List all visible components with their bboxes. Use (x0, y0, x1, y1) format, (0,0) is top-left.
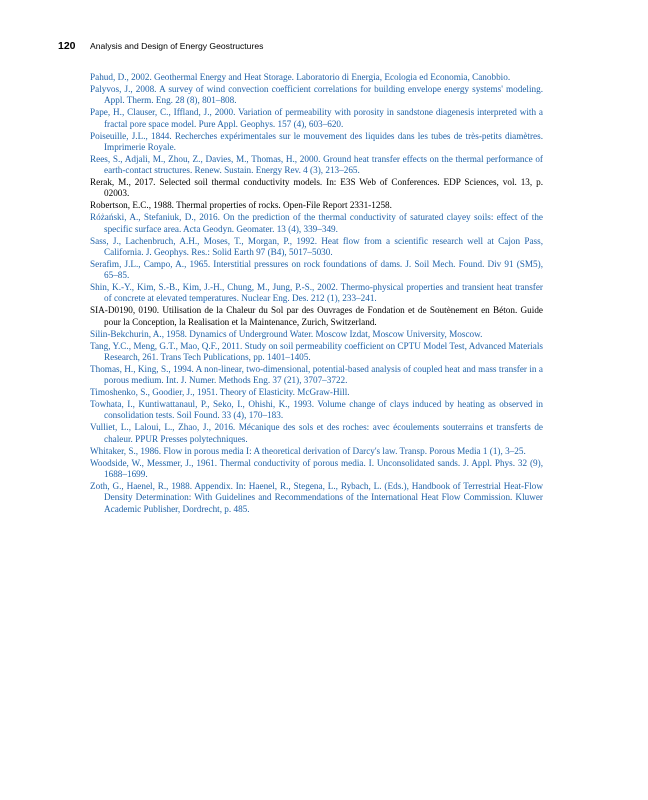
reference-entry[interactable]: Timoshenko, S., Goodier, J., 1951. Theory of Elasticity. McGraw-Hill. (90, 387, 350, 398)
reference-entry: Robertson, E.C., 1988. Thermal properties of rocks. Open-File Report 2331-1258. (90, 200, 392, 211)
reference-entry[interactable]: Rees, S., Adjali, M., Zhou, Z., Davies, M., Thomas, H., 2000. Ground heat transfer effects on the thermal performance of earth-contact structures. Renew. Sustain. Energy Rev. 4 (3), 213–265. (90, 153, 543, 176)
reference-entry[interactable]: Shin, K.-Y., Kim, S.-B., Kim, J.-H., Chung, M., Jung, P.-S., 2002. Thermo-physical properties and transient heat transfer of concrete at elevated temperatures. Nuclear Eng. Des. 212 (1), 233–241. (90, 282, 543, 304)
reference-entry[interactable]: Różański, A., Stefaniuk, D., 2016. On the prediction of the thermal conductivity of saturated clayey soils: effect of the specific surface area. Acta Geodyn. Geomater. 13 (4), 339–349. (90, 212, 543, 234)
reference-entry[interactable]: Whitaker, S., 1986. Flow in porous media I: A theoretical derivation of Darcy's law. Transp. Porous Media 1 (1), 3–25. (90, 445, 526, 456)
running-title: Analysis and Design of Energy Geostructures (90, 41, 264, 51)
reference-entry[interactable]: Serafim, J.L., Campo, A., 1965. Interstitial pressures on rock foundations of dams. J. Soil Mech. Found. Div 91 (SM5), 65–85. (90, 258, 543, 281)
reference-entry[interactable]: Poiseuille, J.L., 1844. Recherches expérimentales sur le mouvement des liquides dans les tubes de très-petits diamètres. Imprimerie Royale. (90, 130, 543, 152)
reference-entry: SIA-D0190, 0190. Utilisation de la Chaleur du Sol par des Ouvrages de Fondation et de Soutènement en Béton. Guide pour la Conception, la Realisation et la Maintenance, Zurich, Switzerland. (90, 305, 543, 327)
reference-entry[interactable]: Pape, H., Clauser, C., Iffland, J., 2000. Variation of permeability with porosity in sandstone diagenesis interpreted with a fractal pore space model. Pure Appl. Geophys. 157 (4), 603–620. (90, 107, 543, 129)
reference-entry[interactable]: Towhata, I., Kuntiwattanaul, P., Seko, I., Ohishi, K., 1993. Volume change of clays induced by heating as observed in consolidation tests. Soil Found. 33 (4), 170–183. (90, 399, 543, 421)
reference-entry[interactable]: Sass, J., Lachenbruch, A.H., Moses, T., Morgan, P., 1992. Heat flow from a scientific research well at Cajon Pass, California. J. Geophys. Res.: Solid Earth 97 (B4), 5017–5030. (90, 235, 543, 257)
reference-entry[interactable]: Thomas, H., King, S., 1994. A non-linear, two-dimensional, potential-based analysis of coupled heat and mass transfer in a porous medium. Int. J. Numer. Methods Eng. 37 (21), 3707–3722. (90, 363, 543, 386)
reference-entry: Rerak, M., 2017. Selected soil thermal conductivity models. In: E3S Web of Conferences. EDP Sciences, vol. 13, p. 02003. (90, 177, 543, 199)
reference-entry[interactable]: Palyvos, J., 2008. A survey of wind convection coefficient correlations for building envelope energy systems' modeling. Appl. Therm. Eng. 28 (8), 801–808. (90, 83, 543, 106)
reference-entry[interactable]: Silin-Bekchurin, A., 1958. Dynamics of Underground Water. Moscow Izdat, Moscow University, Moscow. (90, 328, 483, 339)
running-header (58, 40, 598, 56)
reference-entry[interactable]: Tang, Y.C., Meng, G.T., Mao, Q.F., 2011. Study on soil permeability coefficient on CPTU Model Test, Advanced Materials Research, 261. Trans Tech Publications, pp. 1401–1405. (90, 340, 543, 362)
reference-list (90, 72, 543, 516)
reference-entry[interactable]: Woodside, W., Messmer, J., 1961. Thermal conductivity of porous media. I. Unconsolidated sands. J. Appl. Phys. 32 (9), 1688–1699. (90, 457, 543, 479)
page-number: 120 (58, 40, 76, 52)
reference-entry[interactable]: Zoth, G., Haenel, R., 1988. Appendix. In: Haenel, R., Stegena, L., Rybach, L. (Eds.), Handbook of Terrestrial Heat-Flow Density Determination: With Guidelines and Recommendations of the International Heat Flow Commission. Kluwer Academic Publisher, Dordrecht, p. 485. (90, 480, 543, 514)
reference-entry[interactable]: Vulliet, L., Laloui, L., Zhao, J., 2016. Mécanique des sols et des roches: avec écoulements souterrains et transferts de chaleur. PPUR Presses polytechniques. (90, 422, 543, 444)
reference-entry[interactable]: Pahud, D., 2002. Geothermal Energy and Heat Storage. Laboratorio di Energia, Ecologia ed Economia, Canobbio. (90, 72, 511, 82)
